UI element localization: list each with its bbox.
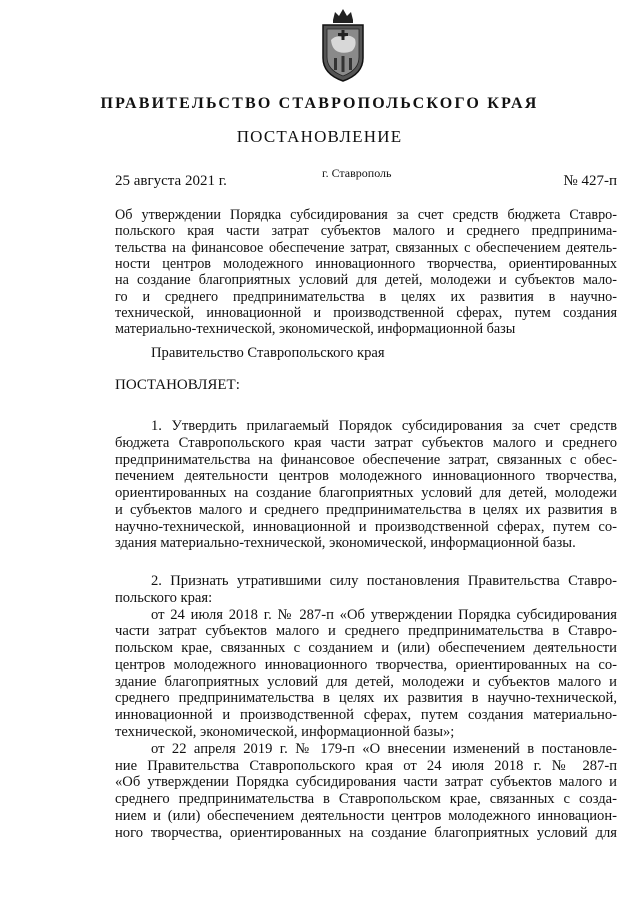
paragraph-line: печением деятельности центров молодежного инновационного творчества,: [115, 468, 617, 485]
subject-line: на создание благоприятных условий для детей, молодежи и субъектов мало-: [115, 272, 617, 289]
paragraph-line: бюджета Ставропольского края части затрат субъектов малого и среднего: [115, 434, 617, 451]
paragraph-line: ние Правительства Ставропольского края от 24 июля 2018 г. № 287-п: [115, 757, 617, 774]
subject-line: технической, инновационной и производственной сферах, путем создания: [115, 304, 617, 321]
paragraph-line: ного творчества, ориентированных на создание благоприятных условий для: [115, 824, 617, 841]
paragraph-line: инновационной и производственной сферах, путем создания материально-: [115, 707, 617, 724]
paragraph-line: от 24 июля 2018 г. № 287-п «Об утверждении Порядка субсидирования: [151, 606, 617, 623]
subject-line: материально-технической, экономической, информационной базы: [115, 321, 516, 338]
paragraph-line: здания материально-технической, экономической, информационной базы.: [115, 535, 576, 552]
paragraph-line: части затрат субъектов малого и среднего предпринимательства в Ставро-: [115, 623, 617, 640]
paragraph-line: польского края:: [115, 589, 213, 606]
document-type: ПОСТАНОВЛЕНИЕ: [236, 127, 403, 146]
paragraph-line: среднего предпринимательства в Ставропольском крае, связанных с созда-: [115, 791, 617, 808]
subject-line: тельства на финансовое обеспечение затрат, связанных с обеспечением деятель-: [115, 239, 617, 256]
paragraph-line: польском крае, связанных с созданием и (или) обеспечением деятельности: [115, 640, 617, 657]
paragraph-line: ориентированных на создание благоприятных условий для детей, молодежи: [115, 485, 617, 502]
paragraph-1: [115, 417, 617, 551]
resolves-heading: ПОСТАНОВЛЯЕТ:: [115, 377, 240, 393]
coat-of-arms-emblem: [317, 6, 369, 84]
paragraph-line: центров молодежного инновационного творчества, ориентированных на со-: [115, 656, 617, 673]
paragraph-line: 1. Утвердить прилагаемый Порядок субсидирования за счет средств: [151, 418, 617, 434]
document-number: № 427-п: [563, 173, 617, 189]
paragraph-line: от 22 апреля 2019 г. № 179-п «О внесении изменений в постановле-: [151, 740, 617, 757]
subject-line: ности центров молодежного инновационного творчества, ориентированных: [115, 255, 617, 272]
paragraph-line: технической, экономической, информационной базы»;: [115, 724, 455, 741]
paragraph-line: «Об утверждении Порядка субсидирования части затрат субъектов малого и: [115, 774, 617, 791]
paragraph-line: предпринимательства на финансовое обеспечение затрат, связанных с обес-: [115, 451, 617, 468]
subject-line: польского края части затрат субъектов малого и среднего предпринима-: [115, 223, 617, 240]
subject-line: Об утверждении Порядка субсидирования за счет средств бюджета Ставро-: [115, 207, 617, 223]
subject-line: го и среднего предпринимательства в целях их развития в научно-: [115, 288, 617, 305]
paragraph-line: нием и (или) обеспечением деятельности центров молодежного инновацион-: [115, 807, 617, 824]
paragraph-2: [115, 572, 617, 841]
document-city: г. Ставрополь: [322, 166, 392, 180]
paragraph-line: научно-технической, инновационной и производственной сферах, путем со-: [115, 518, 617, 535]
document-subject: [115, 208, 617, 339]
document-date: 25 августа 2021 г.: [115, 173, 227, 189]
government-name: Правительство Ставропольского края: [151, 345, 385, 361]
paragraph-line: 2. Признать утратившими силу постановления Правительства Ставро-: [151, 573, 617, 589]
government-title: ПРАВИТЕЛЬСТВО СТАВРОПОЛЬСКОГО КРАЯ: [100, 95, 539, 112]
paragraph-line: и субъектов малого и среднего предпринимательства в целях их развития в: [115, 501, 617, 518]
paragraph-line: здание благоприятных условий для детей, молодежи и субъектов малого и: [115, 673, 617, 690]
paragraph-line: среднего предпринимательства в целях их развития в научно-технической,: [115, 690, 617, 707]
